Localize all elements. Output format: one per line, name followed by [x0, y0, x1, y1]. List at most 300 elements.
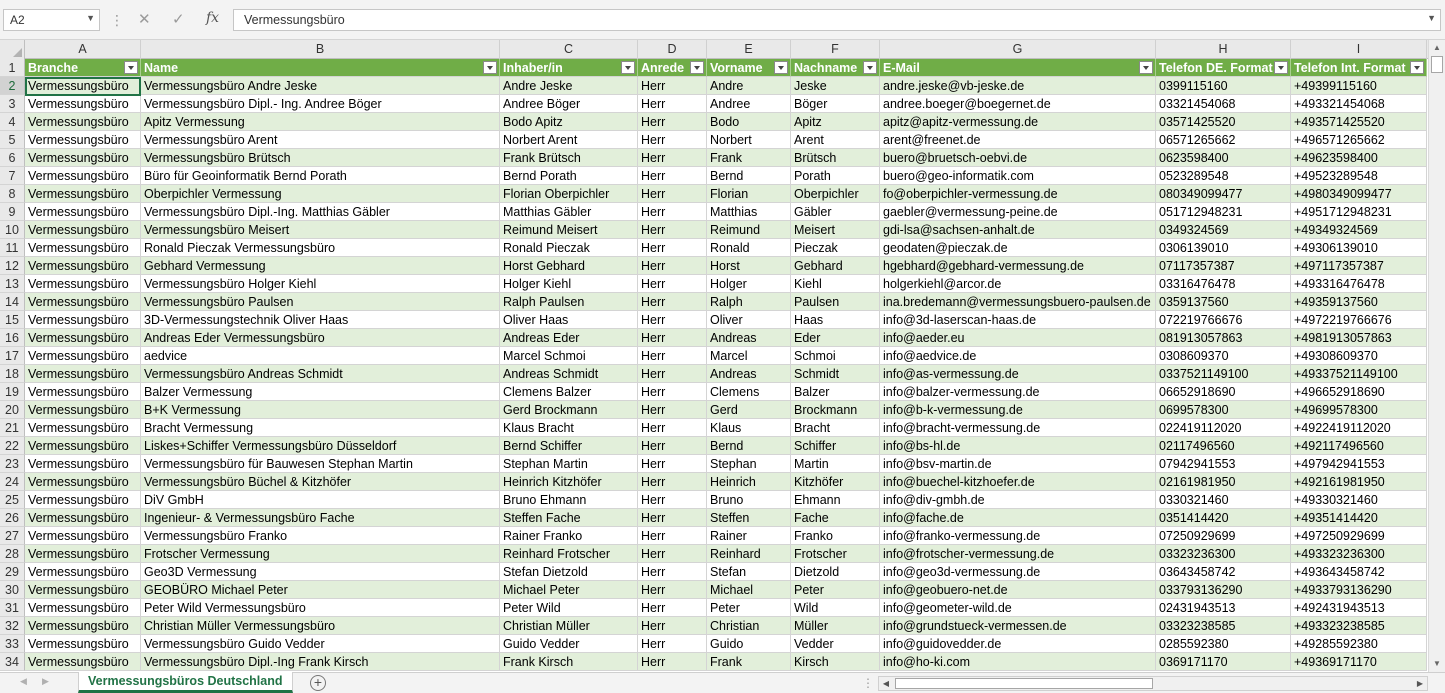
table-cell[interactable] — [638, 257, 707, 275]
row-header[interactable]: 34 — [0, 653, 25, 671]
table-cell[interactable] — [500, 149, 638, 167]
filter-dropdown-icon[interactable] — [1139, 61, 1153, 74]
table-cell[interactable] — [791, 185, 880, 203]
table-cell[interactable] — [880, 635, 1156, 653]
row-header[interactable]: 3 — [0, 95, 25, 113]
table-cell[interactable] — [638, 617, 707, 635]
table-cell[interactable] — [1156, 401, 1291, 419]
row-header[interactable]: 11 — [0, 239, 25, 257]
table-cell[interactable] — [880, 581, 1156, 599]
table-cell[interactable] — [791, 257, 880, 275]
table-cell[interactable] — [1156, 581, 1291, 599]
table-cell[interactable] — [141, 653, 500, 671]
table-cell[interactable] — [1156, 599, 1291, 617]
table-cell[interactable] — [141, 365, 500, 383]
row-header[interactable]: 9 — [0, 203, 25, 221]
table-cell[interactable] — [1156, 365, 1291, 383]
table-cell[interactable] — [141, 581, 500, 599]
table-cell[interactable] — [25, 293, 141, 311]
row-header[interactable]: 2 — [0, 77, 25, 95]
column-header-a[interactable]: A — [25, 40, 141, 59]
table-cell[interactable] — [25, 635, 141, 653]
filter-dropdown-icon[interactable] — [1410, 61, 1424, 74]
table-cell[interactable] — [791, 491, 880, 509]
table-cell[interactable] — [638, 149, 707, 167]
table-cell[interactable] — [141, 383, 500, 401]
table-cell[interactable] — [25, 653, 141, 671]
table-cell[interactable] — [638, 275, 707, 293]
vertical-scrollbar[interactable] — [1428, 40, 1445, 672]
table-cell[interactable] — [500, 617, 638, 635]
table-cell[interactable] — [1291, 149, 1427, 167]
table-cell[interactable] — [25, 167, 141, 185]
table-cell[interactable] — [638, 293, 707, 311]
table-cell[interactable] — [1156, 473, 1291, 491]
table-cell[interactable] — [1156, 149, 1291, 167]
table-cell[interactable] — [500, 599, 638, 617]
header-cell[interactable] — [791, 59, 880, 77]
table-cell[interactable] — [141, 149, 500, 167]
table-cell[interactable] — [638, 599, 707, 617]
column-header-e[interactable]: E — [707, 40, 791, 59]
scroll-right-icon[interactable]: ▶ — [1416, 679, 1424, 688]
table-cell[interactable] — [707, 167, 791, 185]
table-cell[interactable] — [500, 347, 638, 365]
table-cell[interactable] — [1291, 509, 1427, 527]
table-cell[interactable] — [638, 491, 707, 509]
table-cell[interactable] — [500, 311, 638, 329]
table-cell[interactable] — [1291, 401, 1427, 419]
table-cell[interactable] — [880, 131, 1156, 149]
table-cell[interactable] — [791, 275, 880, 293]
row-header[interactable]: 32 — [0, 617, 25, 635]
table-cell[interactable] — [1291, 581, 1427, 599]
header-cell[interactable] — [25, 59, 141, 77]
table-cell[interactable] — [1291, 347, 1427, 365]
table-cell[interactable] — [880, 329, 1156, 347]
table-cell[interactable] — [25, 383, 141, 401]
column-header-d[interactable]: D — [638, 40, 707, 59]
scroll-up-icon[interactable]: ▲ — [1433, 43, 1441, 52]
row-header[interactable]: 20 — [0, 401, 25, 419]
table-cell[interactable] — [880, 95, 1156, 113]
table-cell[interactable] — [638, 419, 707, 437]
column-header-f[interactable]: F — [791, 40, 880, 59]
filter-dropdown-icon[interactable] — [690, 61, 704, 74]
table-cell[interactable] — [791, 473, 880, 491]
header-cell[interactable] — [880, 59, 1156, 77]
table-cell[interactable] — [880, 275, 1156, 293]
table-cell[interactable] — [25, 509, 141, 527]
row-header[interactable]: 4 — [0, 113, 25, 131]
table-cell[interactable] — [707, 95, 791, 113]
table-cell[interactable] — [25, 365, 141, 383]
row-header[interactable]: 28 — [0, 545, 25, 563]
table-cell[interactable] — [791, 617, 880, 635]
table-cell[interactable] — [1291, 653, 1427, 671]
table-cell[interactable] — [25, 329, 141, 347]
table-cell[interactable] — [707, 527, 791, 545]
table-cell[interactable] — [791, 131, 880, 149]
table-cell[interactable] — [1156, 455, 1291, 473]
table-cell[interactable] — [707, 77, 791, 95]
table-cell[interactable] — [880, 293, 1156, 311]
table-cell[interactable] — [638, 401, 707, 419]
table-cell[interactable] — [141, 95, 500, 113]
table-cell[interactable] — [880, 509, 1156, 527]
table-cell[interactable] — [638, 563, 707, 581]
table-cell[interactable] — [141, 401, 500, 419]
table-cell[interactable] — [141, 239, 500, 257]
table-cell[interactable] — [500, 401, 638, 419]
table-cell[interactable] — [1291, 185, 1427, 203]
row-header[interactable]: 30 — [0, 581, 25, 599]
row-header[interactable]: 18 — [0, 365, 25, 383]
table-cell[interactable] — [500, 293, 638, 311]
filter-dropdown-icon[interactable] — [863, 61, 877, 74]
horizontal-scrollbar[interactable] — [878, 676, 1428, 691]
row-header[interactable]: 14 — [0, 293, 25, 311]
header-cell[interactable] — [1291, 59, 1427, 77]
table-cell[interactable] — [638, 635, 707, 653]
table-cell[interactable] — [791, 347, 880, 365]
table-cell[interactable] — [1156, 221, 1291, 239]
table-cell[interactable] — [1291, 203, 1427, 221]
table-cell[interactable] — [25, 491, 141, 509]
table-cell[interactable] — [791, 599, 880, 617]
filter-dropdown-icon[interactable] — [621, 61, 635, 74]
column-header-g[interactable]: G — [880, 40, 1156, 59]
column-header-b[interactable]: B — [141, 40, 500, 59]
table-cell[interactable] — [25, 401, 141, 419]
table-cell[interactable] — [1156, 203, 1291, 221]
row-header[interactable]: 23 — [0, 455, 25, 473]
table-cell[interactable] — [500, 185, 638, 203]
scroll-left-icon[interactable]: ◀ — [882, 679, 890, 688]
table-cell[interactable] — [1156, 293, 1291, 311]
table-cell[interactable] — [791, 419, 880, 437]
table-cell[interactable] — [791, 329, 880, 347]
table-cell[interactable] — [25, 275, 141, 293]
table-cell[interactable] — [1156, 113, 1291, 131]
name-box[interactable] — [3, 9, 100, 31]
table-cell[interactable] — [141, 473, 500, 491]
table-cell[interactable] — [1291, 599, 1427, 617]
table-cell[interactable] — [141, 347, 500, 365]
table-cell[interactable] — [638, 653, 707, 671]
table-cell[interactable] — [791, 581, 880, 599]
table-cell[interactable] — [707, 653, 791, 671]
sheet-tab-active[interactable]: Vermessungsbüros Deutschland — [78, 672, 293, 693]
table-cell[interactable] — [25, 149, 141, 167]
table-cell[interactable] — [880, 419, 1156, 437]
table-cell[interactable] — [1291, 617, 1427, 635]
table-cell[interactable] — [707, 617, 791, 635]
table-cell[interactable] — [1291, 473, 1427, 491]
table-cell[interactable] — [500, 419, 638, 437]
table-cell[interactable] — [791, 293, 880, 311]
table-cell[interactable] — [707, 455, 791, 473]
header-cell[interactable] — [141, 59, 500, 77]
table-cell[interactable] — [791, 95, 880, 113]
table-cell[interactable] — [500, 167, 638, 185]
table-cell[interactable] — [1291, 383, 1427, 401]
row-header[interactable]: 10 — [0, 221, 25, 239]
table-cell[interactable] — [791, 527, 880, 545]
table-cell[interactable] — [141, 329, 500, 347]
table-cell[interactable] — [1156, 491, 1291, 509]
table-cell[interactable] — [880, 113, 1156, 131]
table-cell[interactable] — [880, 455, 1156, 473]
table-cell[interactable] — [880, 545, 1156, 563]
row-header[interactable]: 8 — [0, 185, 25, 203]
row-header[interactable]: 25 — [0, 491, 25, 509]
table-cell[interactable] — [1291, 221, 1427, 239]
table-cell[interactable] — [25, 95, 141, 113]
table-cell[interactable] — [638, 221, 707, 239]
table-cell[interactable] — [638, 329, 707, 347]
row-header[interactable]: 29 — [0, 563, 25, 581]
filter-dropdown-icon[interactable] — [774, 61, 788, 74]
row-header[interactable]: 12 — [0, 257, 25, 275]
table-cell[interactable] — [880, 347, 1156, 365]
table-cell[interactable] — [1156, 275, 1291, 293]
table-cell[interactable] — [1291, 527, 1427, 545]
table-cell[interactable] — [141, 599, 500, 617]
filter-dropdown-icon[interactable] — [1274, 61, 1288, 74]
table-cell[interactable] — [638, 581, 707, 599]
table-cell[interactable] — [1291, 131, 1427, 149]
table-cell[interactable] — [880, 401, 1156, 419]
table-cell[interactable] — [707, 581, 791, 599]
table-cell[interactable] — [1156, 329, 1291, 347]
table-cell[interactable] — [1156, 95, 1291, 113]
table-cell[interactable] — [141, 131, 500, 149]
table-cell[interactable] — [1156, 563, 1291, 581]
table-cell[interactable] — [707, 113, 791, 131]
table-cell[interactable] — [141, 311, 500, 329]
drag-handle-icon[interactable]: ⋮ — [110, 12, 122, 28]
table-cell[interactable] — [791, 653, 880, 671]
table-cell[interactable] — [25, 473, 141, 491]
row-header[interactable]: 15 — [0, 311, 25, 329]
table-cell[interactable] — [880, 599, 1156, 617]
filter-dropdown-icon[interactable] — [483, 61, 497, 74]
table-cell[interactable] — [141, 509, 500, 527]
table-cell[interactable] — [880, 473, 1156, 491]
table-cell[interactable] — [1156, 527, 1291, 545]
table-cell[interactable] — [1156, 185, 1291, 203]
table-cell[interactable] — [707, 365, 791, 383]
table-cell[interactable] — [1291, 95, 1427, 113]
vertical-scroll-thumb[interactable] — [1431, 56, 1443, 73]
table-cell[interactable] — [25, 527, 141, 545]
table-cell[interactable] — [791, 239, 880, 257]
table-cell[interactable] — [500, 563, 638, 581]
table-cell[interactable] — [707, 275, 791, 293]
table-cell[interactable] — [141, 437, 500, 455]
table-cell[interactable] — [707, 491, 791, 509]
column-header-h[interactable]: H — [1156, 40, 1291, 59]
table-cell[interactable] — [638, 509, 707, 527]
header-cell[interactable] — [1156, 59, 1291, 77]
header-cell[interactable] — [707, 59, 791, 77]
table-cell[interactable] — [500, 95, 638, 113]
row-header[interactable]: 19 — [0, 383, 25, 401]
table-cell[interactable] — [880, 437, 1156, 455]
table-cell[interactable] — [500, 437, 638, 455]
table-cell[interactable] — [1291, 491, 1427, 509]
table-cell[interactable] — [1156, 167, 1291, 185]
table-cell[interactable] — [1291, 545, 1427, 563]
table-cell[interactable] — [707, 311, 791, 329]
table-cell[interactable] — [25, 311, 141, 329]
table-cell[interactable] — [141, 185, 500, 203]
table-cell[interactable] — [791, 437, 880, 455]
scroll-down-icon[interactable]: ▼ — [1433, 659, 1441, 668]
table-cell[interactable] — [1291, 257, 1427, 275]
table-cell[interactable] — [638, 473, 707, 491]
table-cell[interactable] — [500, 455, 638, 473]
header-cell[interactable] — [500, 59, 638, 77]
table-cell[interactable] — [141, 419, 500, 437]
table-cell[interactable] — [1291, 437, 1427, 455]
table-cell[interactable] — [25, 581, 141, 599]
table-cell[interactable] — [638, 131, 707, 149]
table-cell[interactable] — [791, 365, 880, 383]
table-cell[interactable] — [880, 311, 1156, 329]
select-all-button[interactable] — [0, 40, 25, 59]
table-cell[interactable] — [638, 455, 707, 473]
table-cell[interactable] — [1156, 239, 1291, 257]
table-cell[interactable] — [791, 221, 880, 239]
table-cell[interactable] — [791, 563, 880, 581]
table-cell[interactable] — [141, 113, 500, 131]
worksheet-grid[interactable] — [0, 40, 1428, 672]
table-cell[interactable] — [638, 113, 707, 131]
row-header[interactable]: 33 — [0, 635, 25, 653]
chevron-down-icon[interactable]: ▼ — [86, 13, 95, 23]
table-cell[interactable] — [500, 113, 638, 131]
enter-icon[interactable]: ✓ — [172, 11, 185, 28]
table-cell[interactable] — [1156, 77, 1291, 95]
table-cell[interactable] — [500, 203, 638, 221]
row-header[interactable]: 24 — [0, 473, 25, 491]
table-cell[interactable] — [707, 599, 791, 617]
horizontal-scroll-thumb[interactable] — [895, 678, 1153, 689]
table-cell[interactable] — [500, 527, 638, 545]
table-cell[interactable] — [638, 203, 707, 221]
table-cell[interactable] — [141, 275, 500, 293]
table-cell[interactable] — [25, 131, 141, 149]
table-cell[interactable] — [500, 221, 638, 239]
row-header[interactable]: 6 — [0, 149, 25, 167]
table-cell[interactable] — [1291, 635, 1427, 653]
table-cell[interactable] — [1291, 455, 1427, 473]
table-cell[interactable] — [1291, 293, 1427, 311]
table-cell[interactable] — [500, 581, 638, 599]
table-cell[interactable] — [25, 347, 141, 365]
table-cell[interactable] — [791, 77, 880, 95]
table-cell[interactable] — [707, 203, 791, 221]
table-cell[interactable] — [141, 167, 500, 185]
table-cell[interactable] — [880, 149, 1156, 167]
table-cell[interactable] — [500, 77, 638, 95]
table-cell[interactable] — [791, 311, 880, 329]
table-cell[interactable] — [880, 527, 1156, 545]
table-cell[interactable] — [638, 95, 707, 113]
table-cell[interactable] — [1291, 239, 1427, 257]
table-cell[interactable] — [141, 491, 500, 509]
table-cell[interactable] — [880, 383, 1156, 401]
table-cell[interactable] — [500, 365, 638, 383]
table-cell[interactable] — [25, 545, 141, 563]
table-cell[interactable] — [500, 491, 638, 509]
table-cell[interactable] — [25, 599, 141, 617]
table-cell[interactable] — [707, 545, 791, 563]
table-cell[interactable] — [25, 77, 141, 95]
table-cell[interactable] — [25, 419, 141, 437]
table-cell[interactable] — [1291, 365, 1427, 383]
row-header[interactable]: 7 — [0, 167, 25, 185]
table-cell[interactable] — [880, 365, 1156, 383]
next-sheet-icon[interactable]: ▶ — [42, 676, 49, 686]
table-cell[interactable] — [638, 437, 707, 455]
table-cell[interactable] — [141, 257, 500, 275]
table-cell[interactable] — [791, 545, 880, 563]
row-header[interactable]: 13 — [0, 275, 25, 293]
table-cell[interactable] — [880, 239, 1156, 257]
table-cell[interactable] — [1156, 545, 1291, 563]
row-header[interactable]: 26 — [0, 509, 25, 527]
table-cell[interactable] — [638, 545, 707, 563]
table-cell[interactable] — [25, 563, 141, 581]
table-cell[interactable] — [791, 401, 880, 419]
table-cell[interactable] — [638, 365, 707, 383]
table-cell[interactable] — [707, 329, 791, 347]
table-cell[interactable] — [638, 347, 707, 365]
table-cell[interactable] — [500, 329, 638, 347]
table-cell[interactable] — [707, 563, 791, 581]
table-cell[interactable] — [638, 167, 707, 185]
table-cell[interactable] — [141, 293, 500, 311]
table-cell[interactable] — [1156, 131, 1291, 149]
table-cell[interactable] — [1291, 419, 1427, 437]
table-cell[interactable] — [141, 527, 500, 545]
table-cell[interactable] — [880, 617, 1156, 635]
table-cell[interactable] — [1156, 653, 1291, 671]
table-cell[interactable] — [707, 239, 791, 257]
table-cell[interactable] — [25, 113, 141, 131]
table-cell[interactable] — [25, 185, 141, 203]
table-cell[interactable] — [707, 347, 791, 365]
table-cell[interactable] — [707, 185, 791, 203]
table-cell[interactable] — [707, 509, 791, 527]
table-cell[interactable] — [141, 203, 500, 221]
add-sheet-icon[interactable]: + — [310, 675, 326, 691]
table-cell[interactable] — [1291, 113, 1427, 131]
table-cell[interactable] — [1156, 419, 1291, 437]
table-cell[interactable] — [1156, 347, 1291, 365]
row-header[interactable]: 17 — [0, 347, 25, 365]
table-cell[interactable] — [500, 509, 638, 527]
table-cell[interactable] — [1156, 257, 1291, 275]
cancel-icon[interactable]: ✕ — [138, 11, 151, 28]
row-header[interactable]: 31 — [0, 599, 25, 617]
table-cell[interactable] — [1291, 77, 1427, 95]
table-cell[interactable] — [880, 257, 1156, 275]
table-cell[interactable] — [880, 563, 1156, 581]
